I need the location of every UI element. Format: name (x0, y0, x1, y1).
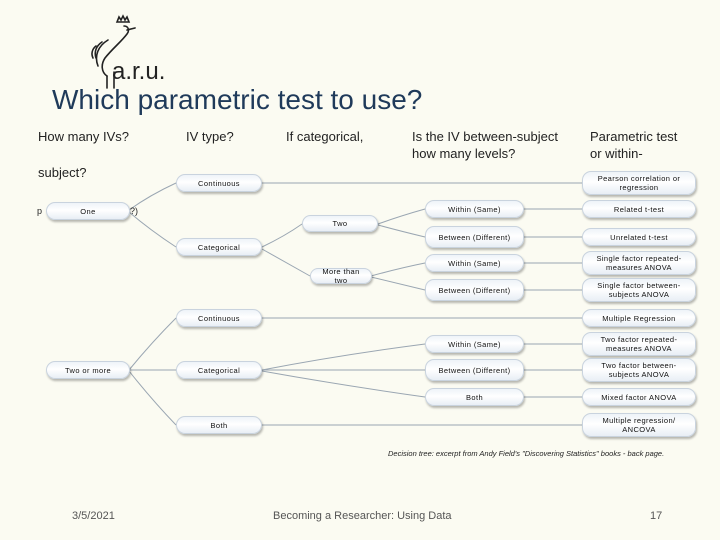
node-between-different: Between (Different) (425, 279, 524, 301)
footer-page-number: 17 (650, 510, 663, 522)
test-multiple-regression-ancova: Multiple regression/ ANCOVA (582, 413, 696, 437)
node-within-same: Within (Same) (425, 200, 524, 218)
footer-date: 3/5/2021 (72, 510, 115, 522)
connector (371, 263, 425, 276)
figure-caption: Decision tree: excerpt from Andy Field's "Discovering Statistics" books - back page. (388, 449, 665, 458)
test-single-factor-repeated-measures-anova: Single factor repeated-measures ANOVA (582, 251, 696, 275)
node-both: Both (425, 388, 524, 406)
node-categorical: Categorical (176, 238, 262, 256)
test-multiple-regression: Multiple Regression (582, 309, 696, 327)
header-if-categorical: If categorical, (286, 129, 364, 144)
node-continuous: Continuous (176, 309, 262, 327)
test-two-factor-between-subjects-anova: Two factor between-subjects ANOVA (582, 358, 696, 382)
node-categorical: Categorical (176, 361, 262, 379)
connector (262, 249, 310, 276)
header-parametric-test: Parametric test (590, 129, 678, 144)
connector (371, 277, 425, 290)
node-within-same: Within (Same) (425, 335, 524, 353)
node-between-different: Between (Different) (425, 226, 524, 248)
test-two-factor-repeated-measures-anova: Two factor repeated-measures ANOVA (582, 332, 696, 356)
connector (378, 225, 425, 237)
test-unrelated-t: Unrelated t-test (582, 228, 696, 246)
node-more-than-two-levels: More than two (310, 268, 372, 284)
test-single-factor-between-subjects-anova: Single factor between-subjects ANOVA (582, 278, 696, 302)
header-or-within: or within- (590, 146, 643, 161)
connector (262, 371, 425, 397)
node-within-same: Within (Same) (425, 254, 524, 272)
node-continuous: Continuous (176, 174, 262, 192)
node-between-different: Between (Different) (425, 359, 524, 381)
header-subject: subject? (38, 165, 87, 180)
connector (378, 209, 425, 224)
node-both: Both (176, 416, 262, 434)
header-iv-type: IV type? (186, 129, 234, 144)
node-two-levels: Two (302, 215, 378, 232)
node-one-iv: One (46, 202, 130, 220)
header-how-many-ivs: How many IVs? (38, 129, 130, 144)
header-between-subject: Is the IV between-subject (412, 129, 558, 144)
fragment-left: p (37, 206, 43, 216)
connector (262, 224, 302, 247)
footer-course-title: Becoming a Researcher: Using Data (273, 510, 452, 522)
connector (262, 344, 425, 370)
logo-text: a.r.u. (112, 58, 166, 85)
connector (129, 212, 176, 247)
test-pearson-correlation: Pearson correlation or regression (582, 171, 696, 195)
connector (129, 318, 176, 370)
test-related-t: Related t-test (582, 200, 696, 218)
test-mixed-factor-anova: Mixed factor ANOVA (582, 388, 696, 406)
fragment-right: ?) (130, 206, 139, 216)
header-how-many-levels: how many levels? (412, 146, 516, 161)
connector (129, 371, 176, 425)
page-title: Which parametric test to use? (52, 84, 423, 115)
node-two-or-more-ivs: Two or more (46, 361, 130, 379)
